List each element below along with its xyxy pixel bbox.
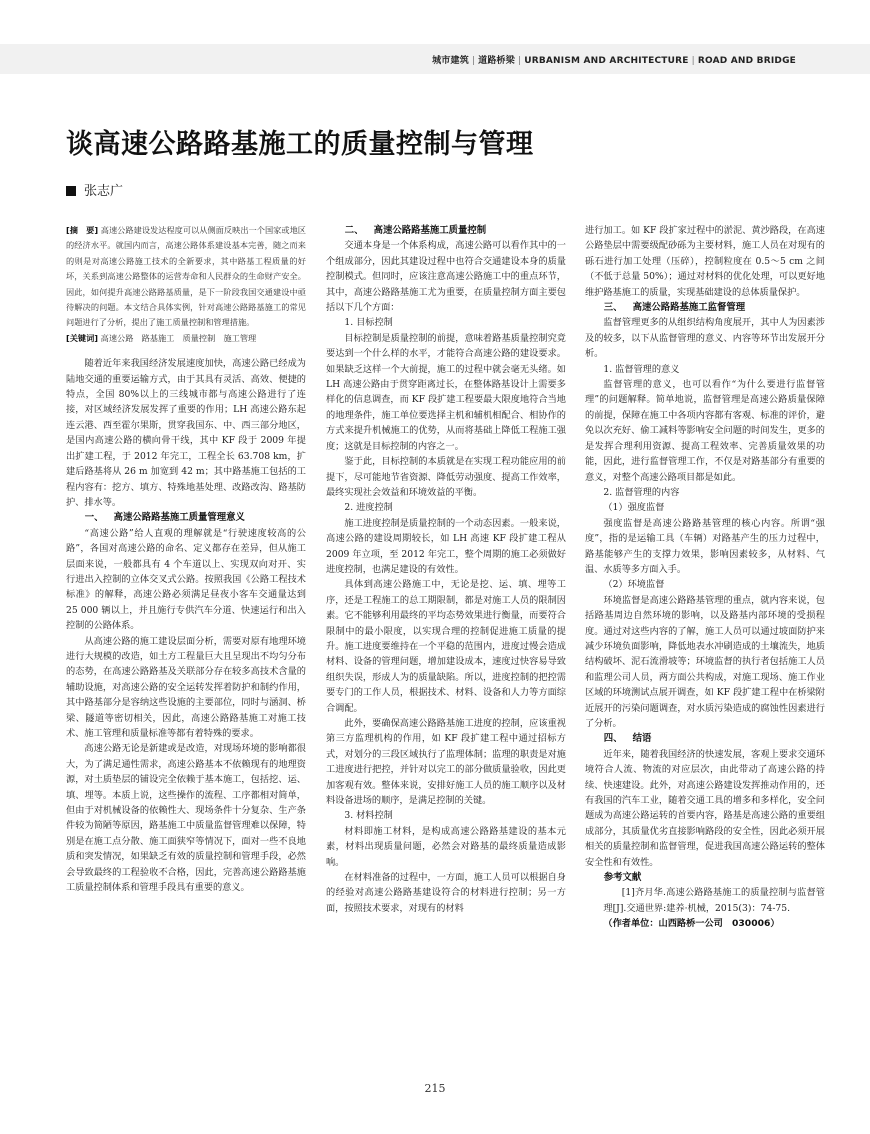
subsection-heading: 1. 监督管理的意义 xyxy=(603,363,680,375)
abstract xyxy=(66,223,306,331)
running-head-section: 城市建筑 xyxy=(432,56,469,66)
sub-subsection-heading: （2）环境监督 xyxy=(603,579,665,591)
references-heading: 参考文献 xyxy=(603,872,642,884)
paragraph: 鉴于此，目标控制的本质就是在实现工程功能应用的前提下，尽可能地节省资源、降低劳动强度、提高工作效率，最终实现社会效益和环境效益的平衡。 xyxy=(326,456,566,498)
running-head: 城市建筑 | 道路桥梁 | URBANISM AND ARCHITECTURE | ROAD AND BRIDGE xyxy=(432,56,796,66)
paragraph: 随着近年来我国经济发展速度加快，高速公路已经成为陆地交通的重要运输方式，由于其具有灵活、高效、便捷的特点，全国 80%以上的三线城市都与高速公路进行了连接，对区域经济发展发挥了重要的作用；LH 高速公路东起连云港、西至霍尔果斯，贯穿我国东、中、西三部分地区，是国内高速公路的横向骨干线，其中 KF 段于 2009 年提出扩建工程，于 2012 年完工，工程全长 63.708 km，扩建后路基将从 26 m 加宽到 42 m；其中路基施工包括的工程内容有：挖方、填方、特殊地基处理、改路改沟、路基防护、排水等。 xyxy=(66,358,306,508)
paragraph: 从高速公路的施工建设层面分析，需要对原有地理环境进行大规模的改造，如土方工程量巨大且呈现出不均匀分布的态势，在高速公路路基及关联部分存在较多高技术含量的辅助设施，对高速公路的安全运转发挥着防护和制约作用，其中路基部分是容纳这些设施的主要部位，同时与涵洞、桥梁、隧道等密切相关，因此，高速公路路基施工对施工技术、施工管理和质量标准等都有着特殊的要求。 xyxy=(66,635,306,739)
paragraph: 环境监督是高速公路路基管理的重点，就内容来说，包括路基周边自然环境的影响，以及路基内部环境的受损程度。通过对这些内容的了解，施工人员可以通过坡面防护来减少环境负面影响，降低地表水冲刷造成的土壤流失，地质结构破坏、泥石流滑坡等；环境监督的执行者包括施工人员和监理公司人员，两方面公共构成，对施工现场、施工作业区域的环境测试点展开调查，如 KF 段扩建工程中在桥梁附近展开的污染问题调查，对水质污染造成的腐蚀性因素进行了分析。 xyxy=(585,594,825,729)
subsection-heading: 1. 目标控制 xyxy=(344,317,393,329)
author-line xyxy=(66,180,123,199)
reference-item: [1]齐月华.高速公路路基施工的质量控制与监督管理[J].交通世界:建养·机械，2015(3)：74-75. xyxy=(603,887,825,914)
paragraph: 目标控制是质量控制的前提，意味着路基质量控制究竟要达到一个什么样的水平，才能符合高速公路的建设要求。如果缺乏这样一个大前提，施工的过程中就会毫无头绪。如 LH 高速公路由于贯穿距离过长，在整体路基设计上需要多样化的信息调查，而 KF 段扩建工程要最大限度地符合当地的地理条件，施工单位要选择主机和辅机相配合、相协作的方式来提升机械施工的优势，从而将基础上降低工程施工强度；这就是目标控制的内容之一。 xyxy=(326,332,566,452)
running-head-subsection: 道路桥梁 xyxy=(478,56,515,66)
keywords-text: 高速公路 路基施工 质量控制 施工管理 xyxy=(100,332,257,343)
paragraph: 具体到高速公路施工中，无论是挖、运、填、埋等工序，还是工程施工的总工期限制，都是对施工人员的限制因素。它不能够利用最终的平均态势效果进行衡量，而要符合限制中的最小限度，以实现合理的控制促进施工质量的提升。施工进度要维持在一个平稳的范围内，进度过慢会造成材料、设备的管理问题，增加建设成本，速度过快容易导致组织失误，形成人为的质量缺陷。所以，进度控制的把控需要专门的工作人员，根据技术、材料、设备和人力等方面综合调配。 xyxy=(326,579,566,714)
page-number: 215 xyxy=(424,1082,446,1095)
abstract-label: [摘 要] xyxy=(66,225,99,235)
paragraph: “高速公路”给人直观的理解就是“行驶速度较高的公路”，各国对高速公路的命名、定义都存在差异，但从施工层面来说，一般都具有 4 个车道以上、实现双向对开、实行进出入控制的立体交叉式公路。按照我国《公路工程技术标准》的解释，高速公路必须满足昼夜小客车交通量达到 25 000 辆以上，并且施行专供汽车分道、快速运行和出入控制的公路体系。 xyxy=(66,527,306,632)
author-marker-icon xyxy=(66,186,76,196)
section-heading-1: 一、 高速公路路基施工质量管理意义 xyxy=(84,512,245,524)
subsection-heading: 2. 监督管理的内容 xyxy=(603,486,680,498)
abstract-text: 高速公路建设发达程度可以从侧面反映出一个国家或地区的经济水平。就国内而言，高速公路体系建设基本完善，随之而来的则是对高速公路施工技术的全新要求，其中路基工程质量的好坏，关系到高速公路整体的运营寿命和人民群众的生命财产安全。因此，如何提升高速公路路基质量，是下一阶段我国交通建设中亟待解决的问题。本文结合具体实例，针对高速公路路基施工的常见问题进行了分析，提出了施工质量控制和管理措施。 xyxy=(66,225,306,328)
section-heading-2: 二、 高速公路路基施工质量控制 xyxy=(344,225,487,236)
author-affiliation: （作者单位：山西路桥一公司 030006） xyxy=(603,918,780,930)
keywords-label: [关键词] xyxy=(66,332,99,343)
column-1 xyxy=(66,223,306,895)
column-3 xyxy=(585,223,825,932)
subsection-heading: 3. 材料控制 xyxy=(344,810,393,822)
paragraph: 材料即施工材料，是构成高速公路路基建设的基本元素，材料出现质量问题，必然会对路基的最终质量造成影响。 xyxy=(326,825,566,868)
keywords xyxy=(66,331,306,346)
section-heading-3: 三、 高速公路路基施工监督管理 xyxy=(603,302,746,314)
article-title: 谈高速公路路基施工的质量控制与管理 xyxy=(66,129,534,160)
paragraph: 进行加工。如 KF 段扩家过程中的淤泥、黄沙路段，在高速公路垫层中需要级配砂砾为主要材料，施工人员在对现有的砾石进行加工处理（压碎），控制粒度在 0.5～5 cm 之间（不低于总量 50%）；通过对材料的优化处理，可以更好地维护路基施工的质量，实现基础建设的总体质量保护。 xyxy=(585,225,825,298)
column-2 xyxy=(326,223,566,916)
author-name: 张志广 xyxy=(84,184,124,199)
paragraph: 近年来，随着我国经济的快速发展，客观上要求交通环境符合人流、物流的对应层次，由此带动了高速公路的持续、快速建设。此外，对高速公路建设发挥推动作用的，还有我国的汽车工业，随着交通工具的增多和多样化，安全问题成为高速公路运转的首要内容，路基是高速公路的重要组成部分，其质量优劣直接影响路段的安全性，因此必须开展相关的质量控制和监督管理，促进我国高速公路运转的整体安全性和有效性。 xyxy=(585,748,825,868)
paragraph: 交通本身是一个体系构成，高速公路可以看作其中的一个组成部分，因此其建设过程中也符合交通建设本身的质量控制模式。但同时，应该注意高速公路施工中的重点环节，其中，高速公路路基施工尤为重要，在质量控制方面主要包括以下几个方面： xyxy=(326,240,566,314)
paragraph: 高速公路无论是新建或是改造，对现场环境的影响都很大，为了满足通性需求，高速公路基本不依赖现有的地理资源，对土质垫层的铺设完全依赖于基本施工，包括挖、运、填、埋等。本质上说，这些操作的流程、工序都相对简单，但由于对机械设备的依赖性大、现场条件十分复杂、生产条件较为简陋等原因，路基施工中质量监督管理难以保障，特别是在施工点分散、施工面狭窄等情况下，面对一些不良地质和突发情况，如果缺乏有效的质量控制和管理手段，必然会导致最终的工程验收不合格，因此，完善高速公路路基施工质量控制体系和管理手段具有重要的意义。 xyxy=(66,743,306,894)
paragraph: 施工进度控制是质量控制的一个动态因素。一般来说，高速公路的建设周期较长，如 LH 高速 KF 段扩建工程从 2009 年立项，至 2012 年完工，整个周期的施工必须做好进度控制，也满足建设的有效性。 xyxy=(326,517,566,575)
section-heading-4: 四、 结语 xyxy=(603,733,652,745)
paragraph: 此外，要确保高速公路路基施工进度的控制，应该重视第三方监理机构的作用，如 KF 段扩建工程中通过招标方式，对划分的三段区域执行了监理体制；监理的职责是对施工进度进行把控，并针对以完工的部分做质量验收，因此更加客观有效。整体来说，安排好施工人员的施工顺序以及材料设备进场的顺序，是满足控制的关键。 xyxy=(326,718,566,807)
running-head-section-en: URBANISM AND ARCHITECTURE xyxy=(524,56,689,66)
sub-subsection-heading: （1）强度监督 xyxy=(603,502,665,514)
subsection-heading: 2. 进度控制 xyxy=(344,502,393,514)
running-head-subsection-en: ROAD AND BRIDGE xyxy=(697,56,796,66)
paragraph: 监督管理的意义，也可以看作“为什么要进行监督管理”的问题解释。简单地说，监督管理是高速公路质量保障的前提，保障在施工中各项内容都有客观、标准的评价，避免以次充好、偷工减料等影响安全问题的时间发生，更多的是发挥合理利用资源、提高工程效率、完善质量效果的功能，因此，进行监督管理工作，不仅是对路基部分有重要的意义，对整个高速公路项目都是如此。 xyxy=(585,379,825,483)
paragraph: 监督管理更多的从组织结构角度展开，其中人为因素涉及的较多，以下从监督管理的意义、内容等环节出发展开分析。 xyxy=(585,317,825,360)
paragraph: 强度监督是高速公路路基管理的核心内容。所谓“强度”，指的是运输工具（车辆）对路基产生的压力过程中，路基能够产生的支撑力效果，影响因素较多，从材料、气温、水质等多方面入手。 xyxy=(585,517,825,575)
paragraph: 在材料准备的过程中，一方面，施工人员可以根据自身的经验对高速公路路基建设符合的材料进行控制；另一方面，按照技术要求，对现有的材料 xyxy=(326,872,566,914)
